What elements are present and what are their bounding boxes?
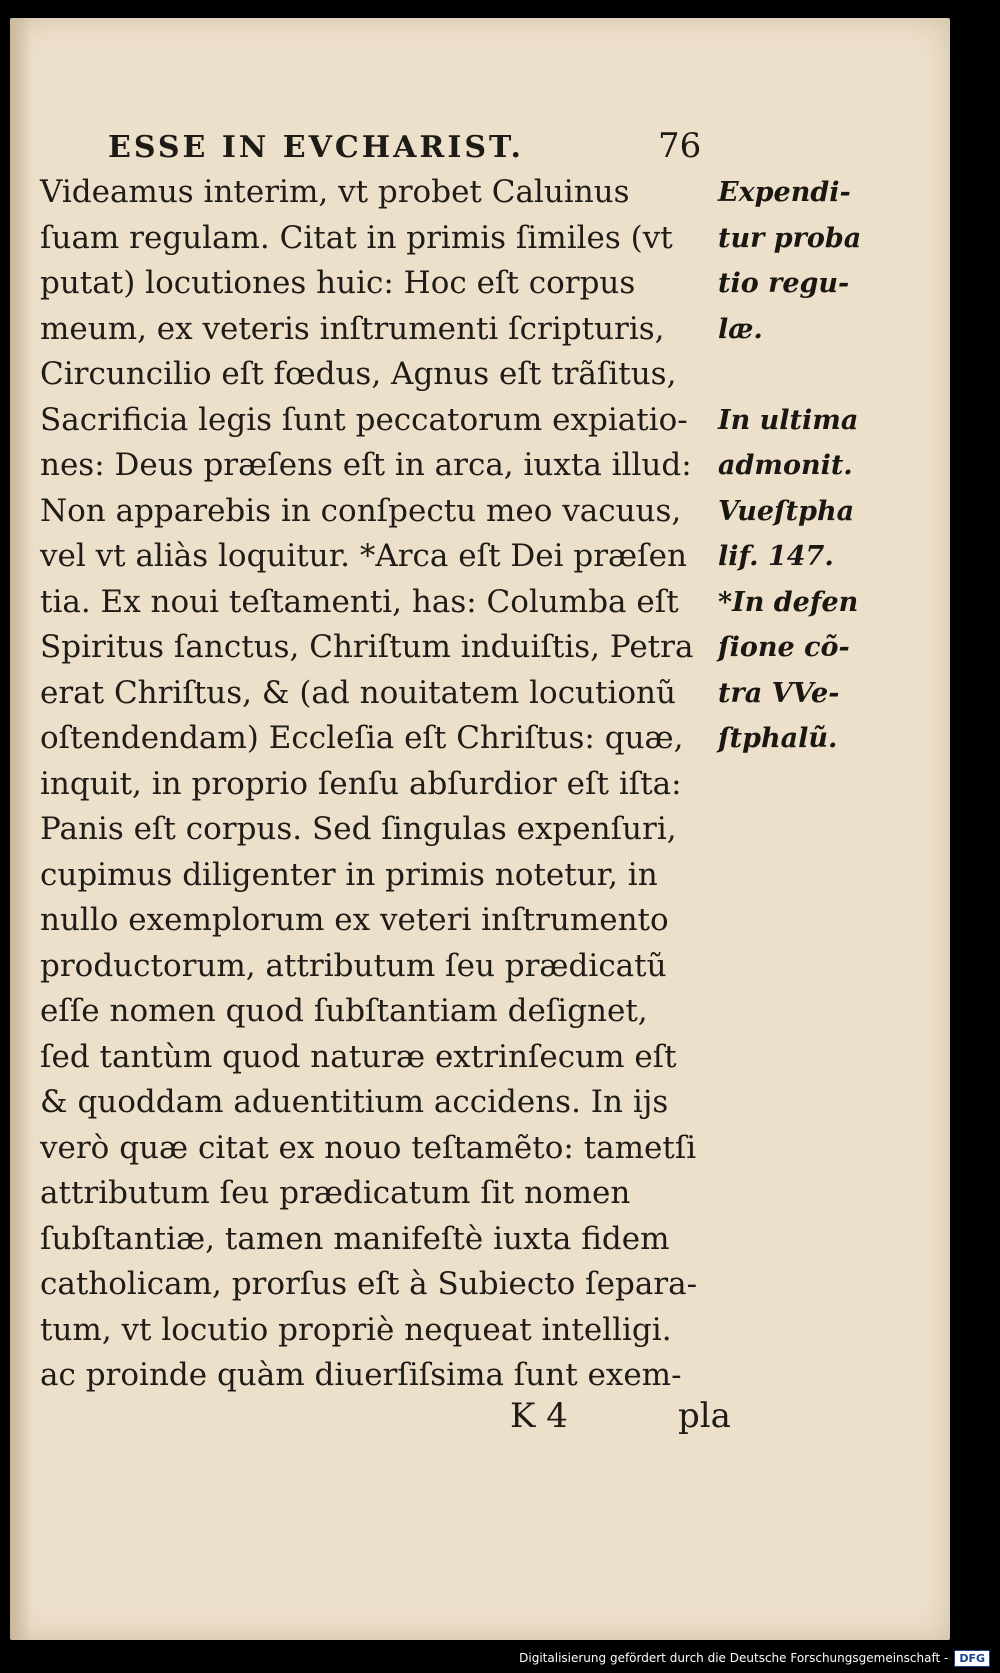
text-line: nes: Deus præſens eſt in arca, iuxta illud: <box>40 447 692 483</box>
margin-note-line: ſione cõ- <box>718 632 850 663</box>
text-line: erat Chriſtus, & (ad nouitatem locutionũ <box>40 674 676 711</box>
text-line: inquit, in proprio ſenſu abſurdior eſt iſta: <box>40 765 682 802</box>
text-line: catholicam, prorſus eſt à Subiecto ſepara- <box>40 1266 698 1302</box>
running-head <box>108 126 748 166</box>
text-line: tum, vt locutio propriè nequeat intelligi. <box>40 1311 672 1348</box>
book-page <box>10 18 950 1640</box>
text-line: Non apparebis in conſpectu meo vacuus, <box>40 492 682 529</box>
text-line: & quoddam aduentitium accidens. In ijs <box>40 1084 669 1120</box>
page-number: 76 <box>658 126 702 166</box>
dfg-logo: DFG <box>954 1650 990 1667</box>
text-line: meum, ex veteris inſtrumenti ſcripturis, <box>40 310 665 347</box>
text-line: Videamus interim, vt probet Caluinus <box>40 174 630 210</box>
text-line: Spiritus ſanctus, Chriſtum induiſtis, Petra <box>40 629 694 665</box>
text-line: putat) locutiones huic: Hoc eſt corpus <box>40 265 636 301</box>
margin-note-line: læ. <box>718 313 763 345</box>
text-line: verò quæ citat ex nouo teſtamẽto: tametſi <box>40 1129 697 1166</box>
margin-notes <box>718 170 868 762</box>
text-line: productorum, attributum ſeu prædicatũ <box>40 947 667 984</box>
text-line: nullo exemplorum ex veteri inſtrumento <box>40 902 669 938</box>
margin-note-line: lif. 147. <box>718 541 834 572</box>
margin-note-line: *In defen <box>718 586 859 618</box>
margin-note-line: tra VVe- <box>718 677 840 709</box>
margin-note-line: tio regu- <box>718 268 850 299</box>
margin-note-line: ſtphalũ. <box>718 723 838 754</box>
main-text-block <box>40 170 720 1399</box>
margin-note-line: tur proba <box>718 222 862 254</box>
text-line: Panis eſt corpus. Sed ſingulas expenſuri, <box>40 811 677 847</box>
text-line: oſtendendam) Eccleſia eſt Chriſtus: quæ, <box>40 720 684 756</box>
margin-note-line: Vueſtpha <box>718 495 855 527</box>
text-line: vel vt aliàs loquitur. *Arca eſt Dei præſen <box>40 538 687 574</box>
text-line: ſubſtantiæ, tamen manifeſtè iuxta fidem <box>40 1220 670 1257</box>
text-line: cupimus diligenter in primis notetur, in <box>40 856 658 893</box>
text-line: eſſe nomen quod ſubſtantiam deſignet, <box>40 993 648 1029</box>
page-gutter-shadow <box>10 18 32 1640</box>
running-head-title: ESSE IN EVCHARIST. <box>108 130 524 165</box>
text-line: ac proinde quàm diuerſiſsima ſunt exem- <box>40 1357 682 1393</box>
text-line: attributum ſeu prædicatum ſit nomen <box>40 1175 631 1211</box>
margin-note-line <box>718 352 868 398</box>
margin-note-line: In ultima <box>718 404 859 436</box>
text-line: tia. Ex noui teſtamenti, has: Columba eſt <box>40 583 679 620</box>
text-line: Sacrificia legis ſunt peccatorum expiatio- <box>40 401 688 438</box>
digitization-credit <box>519 1647 990 1669</box>
text-line: ſed tantùm quod naturæ extrinſecum eſt <box>40 1038 677 1075</box>
signature-mark: K 4 <box>510 1396 568 1436</box>
text-line: ſuam regulam. Citat in primis ſimiles (vt <box>40 219 673 256</box>
credit-text: Digitalisierung gefördert durch die Deutsche Forschungsgemeinschaft - <box>519 1651 949 1665</box>
page-foot <box>510 1396 750 1446</box>
margin-note-line: Expendi- <box>718 177 851 208</box>
text-line: Circuncilio eſt fœdus, Agnus eſt trãſitus, <box>40 356 677 392</box>
catchword: pla <box>678 1396 731 1436</box>
margin-note-line: admonit. <box>718 450 853 481</box>
